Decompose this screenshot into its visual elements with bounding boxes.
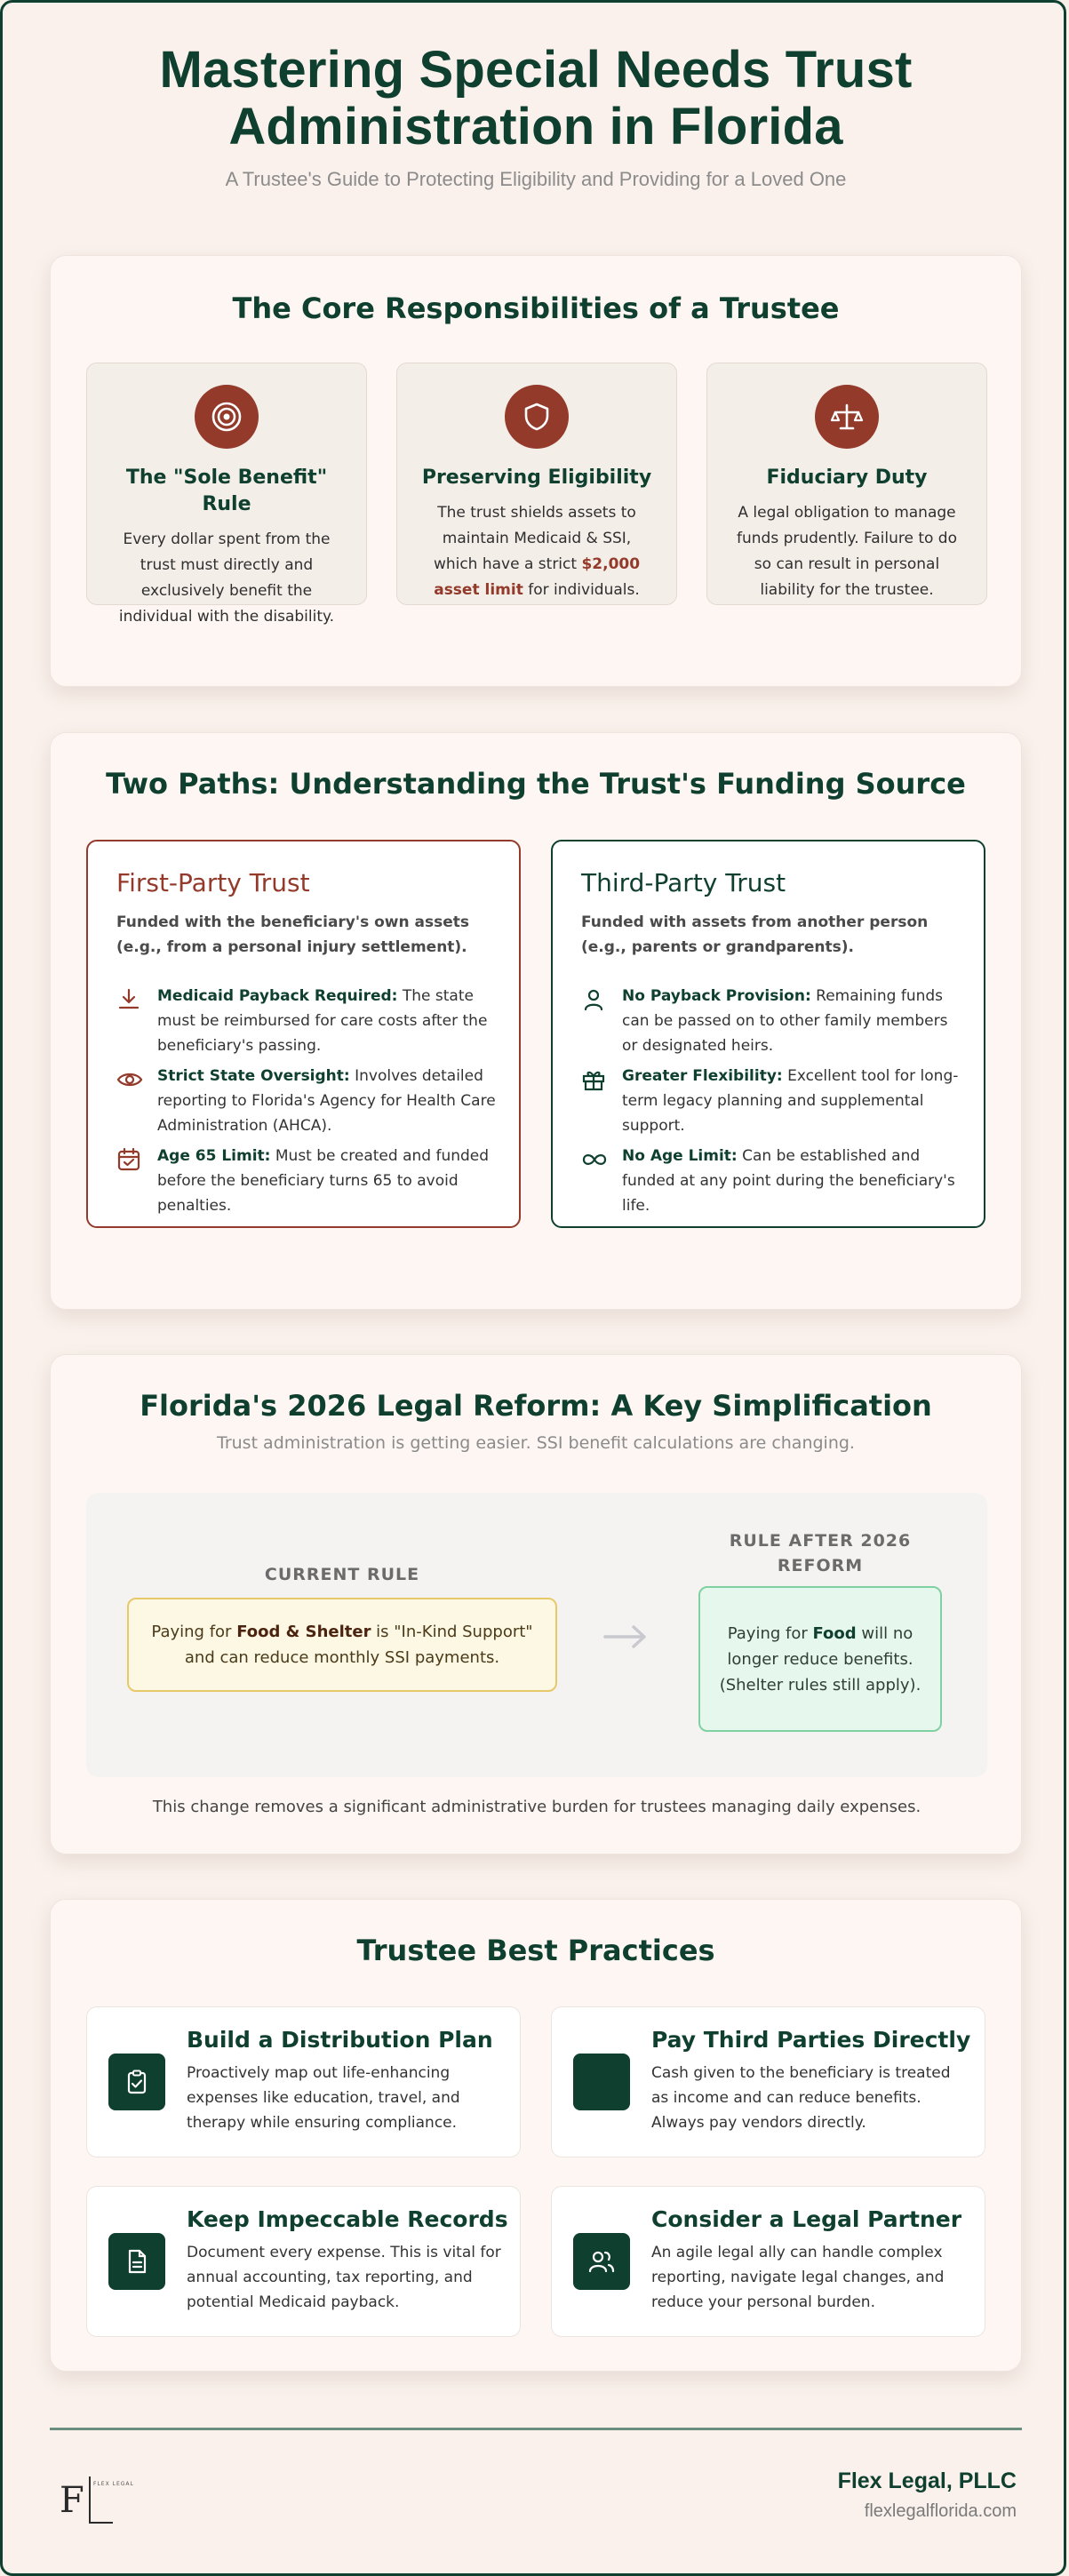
text-before: Paying for [151,1623,237,1641]
calendar-icon [116,1144,147,1218]
infinity-icon [581,1144,611,1218]
responsibility-text: Every dollar spent from the trust must directly and exclusively benefit the individual with the disability. [118,530,335,626]
item-detail: Involves detailed reporting to Florida's Agency for Health Care Administration (AHCA). [157,1067,496,1135]
firm-info [838,2468,1017,2522]
current-rule-label: CURRENT RULE [264,1565,420,1584]
item-text [157,984,499,1058]
text-after: for individuals. [523,581,640,599]
page-header [3,42,1069,191]
item-text [622,1144,963,1218]
responsibility-text [397,500,676,603]
practice-title: Consider a Legal Partner [651,2206,962,2232]
firm-name: Flex Legal, PLLC [837,2468,1017,2493]
clipboard-check-icon [108,2054,165,2110]
item-label: Medicaid Payback Required: [157,987,398,1005]
responsibility-text: A legal obligation to manage funds prudently. Failure to do so can result in personal liability for the trustee. [737,504,957,599]
first-party-item-oversight [116,1064,499,1138]
item-text [157,1064,499,1138]
item-label: Greater Flexibility: [622,1067,783,1085]
page-title [3,42,1069,156]
title-line-2: Administration in Florida [228,98,843,156]
footer-divider [50,2428,1022,2430]
third-party-item-no-age-limit [581,1144,963,1218]
responsibility-title: The "Sole Benefit" Rule [125,467,328,515]
first-party-lead: Funded with the beneficiary's own assets (e.g., from a personal injury settlement). [116,913,470,956]
target-icon [195,385,259,449]
flex-legal-logo [54,2462,134,2533]
label-line-1: RULE AFTER 2026 [729,1531,912,1551]
item-detail: Remaining funds can be passed on to other family members or designated heirs. [622,987,948,1055]
first-party-trust-card [86,840,521,1228]
item-detail: The state must be reimbursed for care costs after the beneficiary's passing. [157,987,488,1055]
responsibility-card-sole-benefit [86,363,367,626]
practice-text: Cash given to the beneficiary is treated as income and can reduce benefits. Always pay vendors directly. [651,2064,951,2132]
responsibilities-heading: The Core Responsibilities of a Trustee [232,291,840,325]
first-party-item-payback [116,984,499,1058]
third-party-item-no-payback [581,984,963,1058]
text-before: Paying for [727,1623,813,1643]
reform-subtitle: Trust administration is getting easier. SSI benefit calculations are changing. [217,1433,855,1453]
practice-title: Build a Distribution Plan [187,2027,493,2053]
item-detail: Can be established and funded at any point during the beneficiary's life. [622,1147,955,1215]
third-party-trust-card [551,840,985,1228]
food-bold: Food [812,1623,857,1643]
item-text [157,1144,499,1218]
logo-text: FLEX LEGAL [93,2481,134,2487]
responsibility-title: Fiduciary Duty [766,467,928,489]
reform-section [50,1354,1022,1854]
item-detail: Must be created and funded before the beneficiary turns 65 to avoid penalties. [157,1147,490,1215]
practice-text: Document every expense. This is vital for annual accounting, tax reporting, and potential Medicaid payback. [187,2244,501,2311]
next-rule-label [698,1528,942,1578]
text-after: will no longer reduce benefits. (Shelter rules still apply). [719,1623,921,1695]
practice-title: Pay Third Parties Directly [651,2027,971,2053]
eye-icon [116,1064,147,1138]
best-practices-section [50,1899,1022,2372]
practice-card-distribution-plan [86,2006,521,2157]
item-text [622,984,963,1058]
current-rule-text [150,1619,534,1671]
reform-footnote: This change removes a significant administrative burden for trustees managing daily expenses. [152,1798,921,1816]
responsibility-card-fiduciary [706,363,987,605]
item-label: Strict State Oversight: [157,1067,350,1085]
responsibilities-section [50,255,1022,687]
responsibility-title: Preserving Eligibility [421,467,652,489]
shield-icon [505,385,569,449]
text-before: The trust shields assets to maintain Medicaid & SSI, which have a strict [433,504,636,573]
first-party-item-age-limit [116,1144,499,1218]
item-detail: Excellent tool for long-term legacy planning and supplemental support. [622,1067,959,1135]
users-icon [573,2233,630,2290]
next-rule-box [698,1586,942,1732]
next-rule-text [718,1621,922,1698]
practice-card-records [86,2186,521,2337]
text-after: is "In-Kind Support" and can reduce monthly SSI payments. [184,1623,533,1667]
practice-title: Keep Impeccable Records [187,2206,508,2232]
item-label: No Payback Provision: [622,987,811,1005]
arrow-right-icon [602,1623,651,1655]
firm-website-link[interactable]: flexlegalflorida.com [864,2501,1017,2521]
current-rule-box [127,1598,557,1692]
scale-icon [815,385,879,449]
food-shelter-bold: Food & Shelter [236,1623,371,1641]
third-party-item-flexibility [581,1064,963,1138]
person-icon [581,984,611,1058]
practice-card-pay-directly [551,2006,985,2157]
item-text [622,1064,963,1138]
practice-text: Proactively map out life-enhancing expenses like education, travel, and therapy while ensuring compliance. [187,2064,460,2132]
practices-heading: Trustee Best Practices [356,1934,715,1967]
third-party-title: Third-Party Trust [581,868,786,897]
svg-text:F: F [60,2480,84,2521]
label-line-2: REFORM [777,1556,864,1575]
paths-heading: Two Paths: Understanding the Trust's Funding Source [106,767,966,801]
document-icon [108,2233,165,2290]
third-party-lead: Funded with assets from another person (e.g., parents or grandparents). [581,913,929,956]
title-line-1: Mastering Special Needs Trust [159,41,913,99]
responsibility-card-eligibility [396,363,677,605]
funding-paths-section [50,732,1022,1310]
rule-comparison [86,1493,987,1777]
payment-icon [573,2054,630,2110]
practice-text: An agile legal ally can handle complex reporting, navigate legal changes, and reduce your personal burden. [651,2244,945,2311]
item-label: No Age Limit: [622,1147,738,1165]
asset-limit-highlight: $2,000 asset limit [434,555,641,599]
reform-heading: Florida's 2026 Legal Reform: A Key Simplification [140,1389,932,1423]
gift-icon [581,1064,611,1138]
first-party-title: First-Party Trust [116,868,310,897]
page-subtitle: A Trustee's Guide to Protecting Eligibility and Providing for a Loved One [225,168,847,190]
item-label: Age 65 Limit: [157,1147,271,1165]
practice-card-legal-partner [551,2186,985,2337]
download-icon [116,984,147,1058]
